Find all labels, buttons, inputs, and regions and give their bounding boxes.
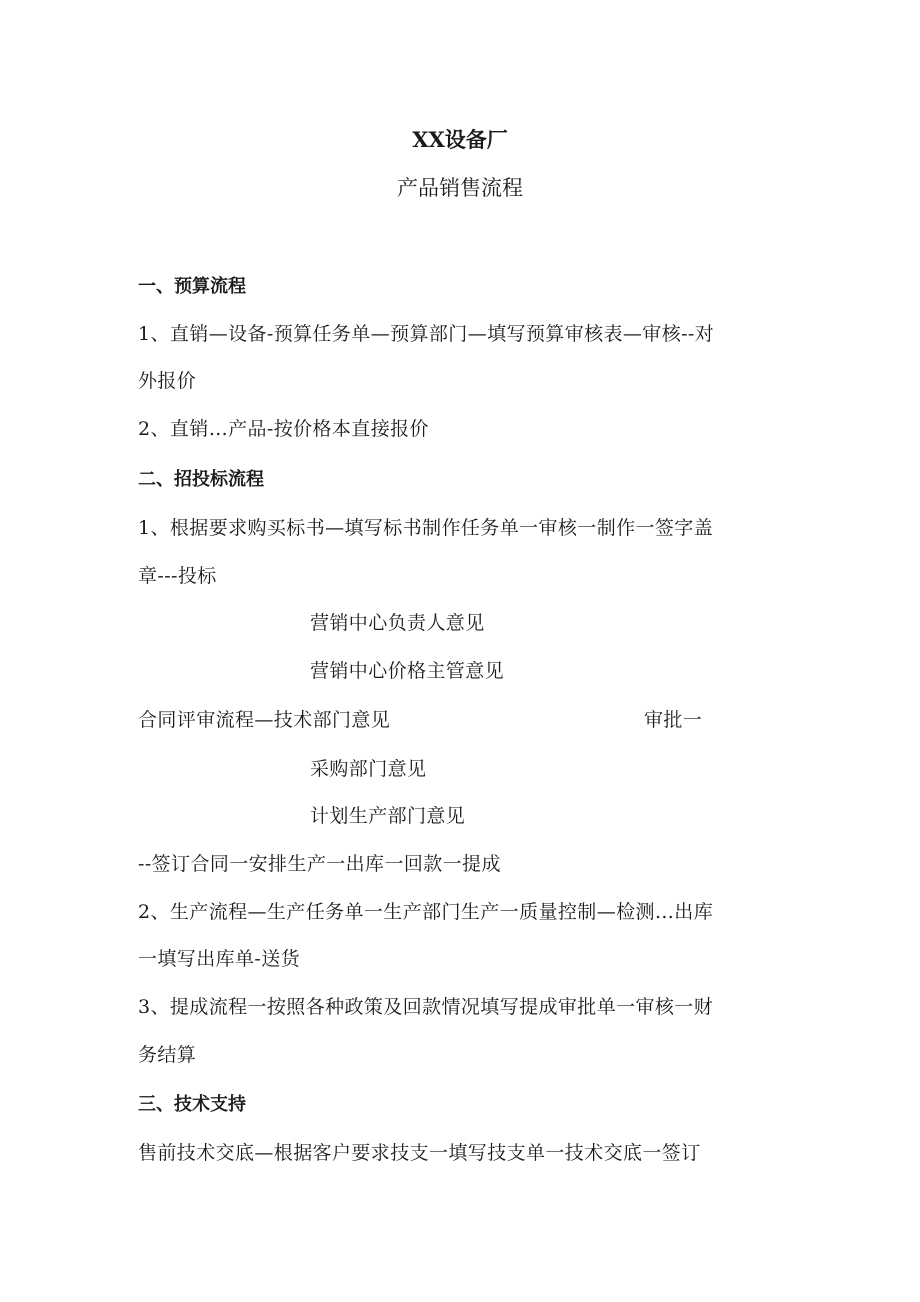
section-heading-tech-support: 三、技术支持 [138, 1094, 246, 1115]
opinion-marketing-head: 营销中心负责人意见 [310, 612, 485, 634]
budget-item-2: 2、直销…产品-按价格本直接报价 [138, 418, 429, 440]
opinion-price-manager: 营销中心价格主管意见 [310, 660, 505, 682]
tech-support-item-1: 售前技术交底—根据客户要求技支一填写技支单一技术交底一签订 [138, 1142, 701, 1164]
opinion-purchasing: 采购部门意见 [310, 758, 427, 780]
opinion-planning: 计划生产部门意见 [310, 805, 466, 827]
bidding-item-2-line-2: 一填写出库单-送货 [138, 948, 301, 970]
document-subtitle: 产品销售流程 [397, 176, 523, 200]
budget-item-1-line-1: 1、直销—设备-预算任务单—预算部门—填写预算审核表—审核--对 [138, 323, 715, 345]
budget-item-1-line-2: 外报价 [138, 370, 197, 392]
after-contract-flow: --签订合同一安排生产一出库一回款一提成 [138, 853, 501, 875]
bidding-item-1-line-1: 1、根据要求购买标书—填写标书制作任务单一审核一制作一签字盖 [138, 517, 714, 539]
section-heading-budget: 一、预算流程 [138, 276, 246, 297]
bidding-item-1-line-2: 章---投标 [138, 565, 217, 587]
bidding-item-2-line-1: 2、生产流程—生产任务单一生产部门生产一质量控制—检测…出库 [138, 901, 714, 923]
document-title: XX设备厂 [412, 127, 508, 152]
section-heading-bidding: 二、招投标流程 [138, 469, 264, 490]
contract-review-flow: 合同评审流程—技术部门意见 [138, 709, 391, 731]
bidding-item-3-line-2: 务结算 [138, 1044, 197, 1066]
bidding-item-3-line-1: 3、提成流程一按照各种政策及回款情况填写提成审批单一审核一财 [138, 996, 714, 1018]
contract-review-approval: 审批一 [644, 709, 703, 731]
